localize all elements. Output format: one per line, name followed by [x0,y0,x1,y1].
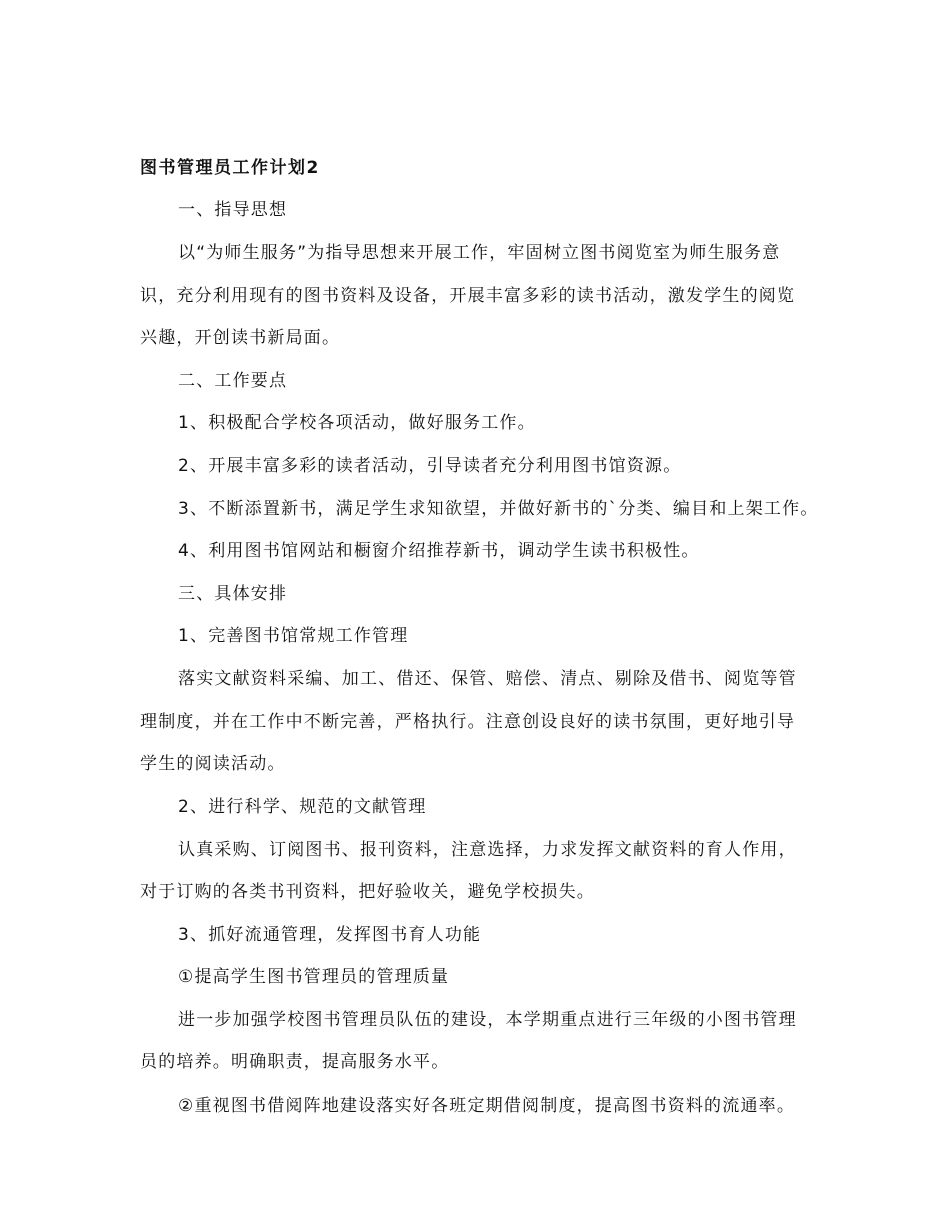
paragraph-line: 落实文献资料采编、加工、借还、保管、赔偿、清点、剔除及借书、阅览等管 [178,669,797,689]
paragraph-line: 以“为师生服务”为指导思想来开展工作，牢固树立图书阅览室为师生服务意 [178,243,781,263]
heading-work-points: 二、工作要点 [178,371,288,391]
heading-guiding-thought: 一、指导思想 [178,200,288,220]
paragraph-line: 识，充分利用现有的图书资料及设备，开展丰富多彩的读书活动，激发学生的阅览 [140,286,796,306]
subheading: 3、抓好流通管理，发挥图书育人功能 [178,925,482,945]
document-title: 图书管理员工作计划2 [140,158,320,178]
paragraph-line: 员的培养。明确职责，提高服务水平。 [140,1052,450,1072]
paragraph-line: 兴趣，开创读书新局面。 [140,328,341,348]
paragraph-line: 认真采购、订阅图书、报刊资料，注意选择，力求发挥文献资料的育人作用， [178,840,797,860]
paragraph-line: 进一步加强学校图书管理员队伍的建设，本学期重点进行三年级的小图书管理 [178,1010,797,1030]
paragraph-line: 对于订购的各类书刊资料，把好验收关，避免学校损失。 [140,882,595,902]
subheading: 1、完善图书馆常规工作管理 [178,626,409,646]
list-item: 3、不断添置新书，满足学生求知欲望，并做好新书的`分类、编目和上架工作。 [178,499,819,519]
paragraph-line: ②重视图书借阅阵地建设落实好各班定期借阅制度，提高图书资料的流通率。 [178,1096,796,1116]
paragraph-line: 理制度，并在工作中不断完善，严格执行。注意创设良好的读书氛围，更好地引导 [140,712,796,732]
subheading: 2、进行科学、规范的文献管理 [178,797,427,817]
list-item: 1、积极配合学校各项活动，做好服务工作。 [178,413,536,433]
list-item: 4、利用图书馆网站和橱窗介绍推荐新书，调动学生读书积极性。 [178,541,700,561]
heading-specific-arrangements: 三、具体安排 [178,584,288,604]
paragraph-line: 学生的阅读活动。 [140,754,286,774]
list-item: 2、开展丰富多彩的读者活动，引导读者充分利用图书馆资源。 [178,456,682,476]
subheading: ①提高学生图书管理员的管理质量 [178,967,450,987]
